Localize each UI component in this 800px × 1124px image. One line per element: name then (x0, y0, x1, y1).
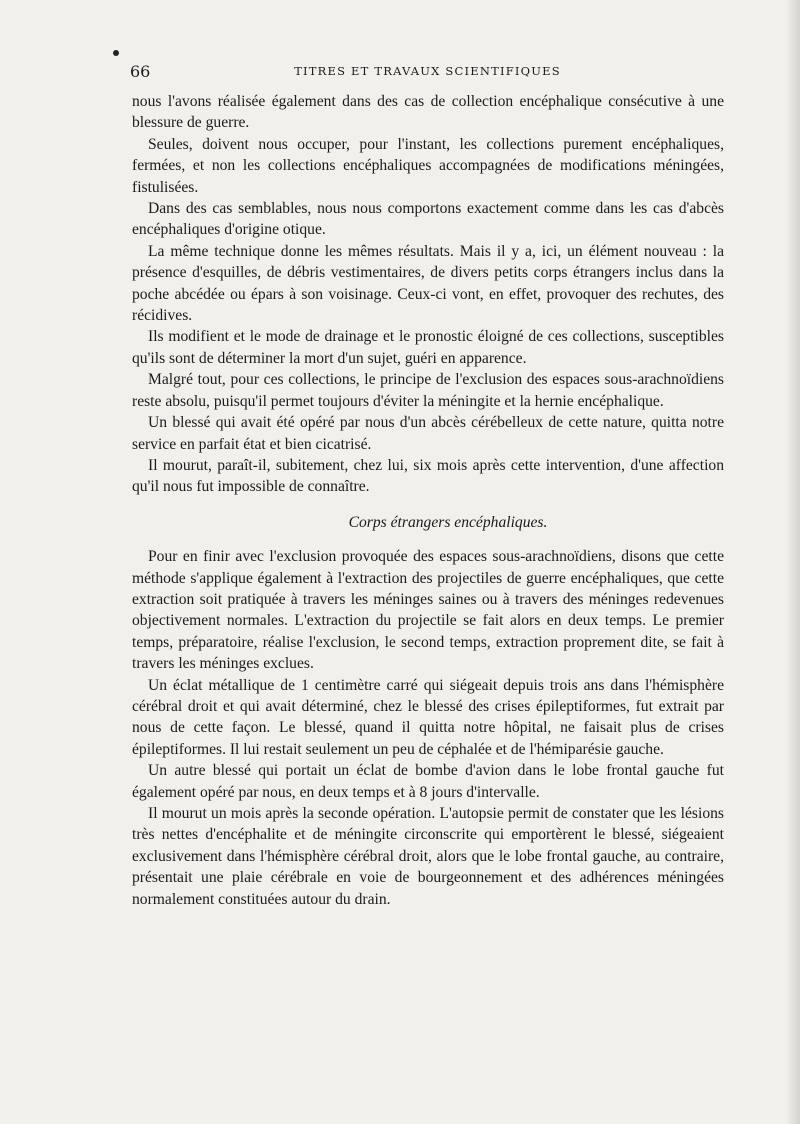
paragraph: Un blessé qui avait été opéré par nous d'un abcès cérébelleux de cette nature, quitta notre service en parfait état et bien cicatrisé. (132, 414, 724, 453)
body-text (132, 91, 724, 910)
paragraph: Il mourut, paraît-il, subitement, chez lui, six mois après cette intervention, d'une affection qu'il nous fut impossible de connaître. (132, 456, 724, 496)
page-header (130, 62, 725, 82)
paragraph: Ils modifient et le mode de drainage et le pronostic éloigné de ces collections, susceptibles qu'ils sont de déterminer la mort d'un sujet, guéri en apparence. (132, 328, 724, 367)
paragraph: Pour en finir avec l'exclusion provoquée des espaces sous-arachnoïdiens, disons que cette méthode s'applique également à l'extraction des projectiles de guerre encéphaliques, que cette extraction soit pratiquée à travers les méninges saines ou à travers des méninges redevenues objectivement normales. L'extraction du projectile se fait alors en deux temps. Le premier temps, préparatoire, réalise l'exclusion, le second temps, extraction proprement dite, se fait à travers les méninges exclues. (132, 548, 724, 673)
section-title: Corps étrangers encéphaliques. (348, 513, 548, 531)
running-title: TITRES ET TRAVAUX SCIENTIFIQUES (294, 64, 561, 78)
paragraph: Un éclat métallique de 1 centimètre carré qui siégeait depuis trois ans dans l'hémisphère cérébral droit et qui avait déterminé, chez le blessé des crises épileptiformes, fut extrait par nous de cette façon. Le blessé, quand il quitta notre hôpital, ne faisait plus de crises épileptiformes. Il lui restait seulement un peu de céphalée et de l'hémiparésie gauche. (132, 676, 724, 758)
page-edge-shadow (786, 0, 800, 1124)
paragraph: nous l'avons réalisée également dans des cas de collection encéphalique consécutive à une blessure de guerre. (132, 93, 724, 132)
paragraph: Seules, doivent nous occuper, pour l'instant, les collections purement encéphaliques, fermées, et non les collections encéphaliques accompagnées de modifications méningées, fistulisées. (132, 135, 724, 196)
ink-dot (113, 50, 119, 56)
page-number: 66 (130, 62, 151, 81)
paragraph: Dans des cas semblables, nous nous comportons exactement comme dans les cas d'abcès encéphaliques d'origine otique. (132, 200, 724, 239)
paragraph: Il mourut un mois après la seconde opération. L'autopsie permit de constater que les lésions très nettes d'encéphalite et de méningite circonscrite qui emportèrent le blessé, siégeaient exclusivement dans l'hémisphère cérébral droit, alors que le lobe frontal gauche, au contraire, présentait une plaie cérébrale en voie de bourgeonnement et des adhérences méningées normalement constituées autour du drain. (132, 805, 724, 908)
paragraph: Un autre blessé qui portait un éclat de bombe d'avion dans le lobe frontal gauche fut également opéré par nous, en deux temps et à 8 jours d'intervalle. (132, 762, 724, 801)
paragraph: Malgré tout, pour ces collections, le principe de l'exclusion des espaces sous-arachnoïdiens reste absolu, puisqu'il permet toujours d'éviter la méningite et la hernie encéphalique. (132, 371, 724, 410)
paragraph: La même technique donne les mêmes résultats. Mais il y a, ici, un élément nouveau : la présence d'esquilles, de débris vestimentaires, de divers petits corps étrangers inclus dans la poche abcédée ou épars à son voisinage. Ceux-ci vont, en effet, provoquer des rechutes, des récidives. (132, 242, 724, 325)
